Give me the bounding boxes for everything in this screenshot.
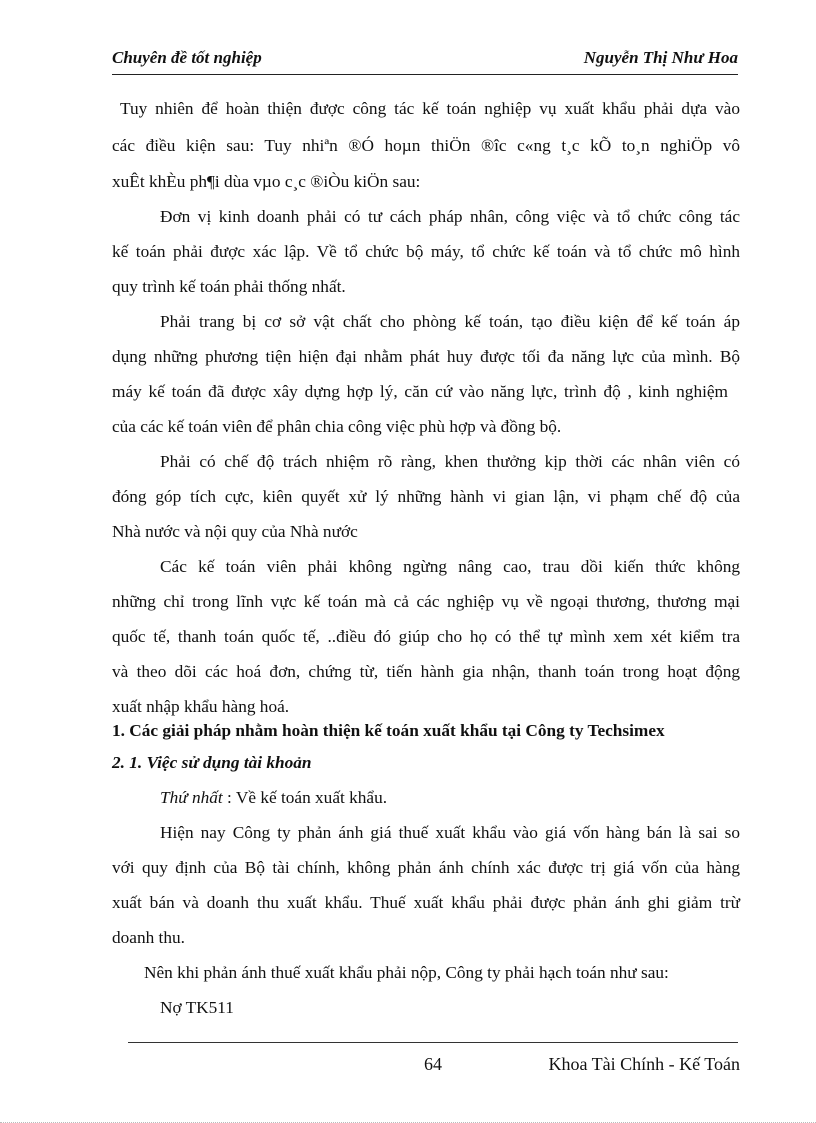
paragraph-line: xuất nhập khẩu hàng hoá. (112, 697, 290, 716)
paragraph-line (160, 787, 387, 809)
paragraph-line: những chỉ trong lĩnh vực kế toán mà cả các nghiệp vụ về ngoại thương, thương mại (112, 592, 740, 611)
header-title: Chuyên đề tốt nghiệp (112, 48, 262, 67)
paragraph-line: Nhà nước và nội quy của Nhà nước (112, 522, 358, 541)
paragraph-line: của các kế toán viên để phân chia công việc phù hợp và đồng bộ. (112, 417, 562, 436)
paragraph-line: máy kế toán đã được xây dựng hợp lý, căn cứ vào năng lực, trình độ , kinh nghiệm (112, 382, 728, 401)
paragraph-line: quốc tế, thanh toán quốc tế, ..điều đó giúp cho họ có thể tự mình xem xét kiểm tra (112, 627, 740, 646)
paragraph-line: Các kế toán viên phải không ngừng nâng cao, trau dồi kiến thức không (160, 557, 740, 576)
subsection-heading: 2. 1. Việc sử dụng tài khoản (112, 753, 312, 772)
paragraph-line: Hiện nay Công ty phản ánh giá thuế xuất khẩu vào giá vốn hàng bán là sai so (160, 823, 740, 842)
italic-lead: Thứ nhất (160, 788, 223, 807)
footer-rule (128, 1042, 738, 1043)
lead-rest: : Về kế toán xuất khẩu. (222, 788, 388, 807)
paragraph-line: doanh thu. (112, 928, 185, 947)
paragraph-line: xuất bán và doanh thu xuất khẩu. Thuế xuất khẩu phải được phản ánh ghi giảm trừ (112, 893, 740, 912)
paragraph-line: Phải có chế độ trách nhiệm rõ ràng, khen thưởng kịp thời các nhân viên có (160, 452, 740, 471)
footer-department: Khoa Tài Chính - Kế Toán (548, 1054, 740, 1074)
paragraph-line: kế toán phải được xác lập. Về tổ chức bộ máy, tổ chức kế toán và tổ chức mô hình (112, 242, 740, 261)
paragraph-line: Nên khi phản ánh thuế xuất khẩu phải nộp, Công ty phải hạch toán như sau: (144, 963, 669, 982)
paragraph-line: và theo dõi các hoá đơn, chứng từ, tiến hành gia nhận, thanh toán trong hoạt động (112, 662, 740, 681)
header-author: Nguyễn Thị Như Hoa (583, 48, 738, 67)
paragraph-line: Nợ TK511 (160, 998, 234, 1017)
paragraph-line: đóng góp tích cực, kiên quyết xử lý những hành vi gian lận, vi phạm chế độ của (112, 487, 740, 506)
paragraph-line: các điều kiện sau: Tuy nhiªn ®Ó hoµn thiÖn ®îc c«ng t¸c kÕ to¸n nghiÖp vô (112, 136, 740, 155)
paragraph-line: với quy định của Bộ tài chính, không phản ánh chính xác được trị giá vốn của hàng (112, 858, 740, 877)
page-header (112, 44, 738, 75)
section-heading: 1. Các giải pháp nhằm hoàn thiện kế toán xuất khẩu tại Công ty Techsimex (112, 721, 665, 740)
paragraph-line: Phải trang bị cơ sở vật chất cho phòng kế toán, tạo điều kiện để kế toán áp (160, 312, 740, 331)
paragraph-line: quy trình kế toán phải thống nhất. (112, 277, 346, 296)
page-number: 64 (424, 1054, 442, 1074)
paragraph-line: xuÊt khÈu ph¶i dùa vµo c¸c ®iÒu kiÖn sau: (112, 172, 421, 191)
paragraph-line: dụng những phương tiện hiện đại nhằm phát huy được tối đa năng lực của mình. Bộ (112, 347, 740, 366)
paragraph-line: Tuy nhiên để hoàn thiện được công tác kế toán nghiệp vụ xuất khẩu phải dựa vào (120, 99, 740, 118)
paragraph-line: Đơn vị kinh doanh phải có tư cách pháp nhân, công việc và tổ chức công tác (160, 207, 740, 226)
